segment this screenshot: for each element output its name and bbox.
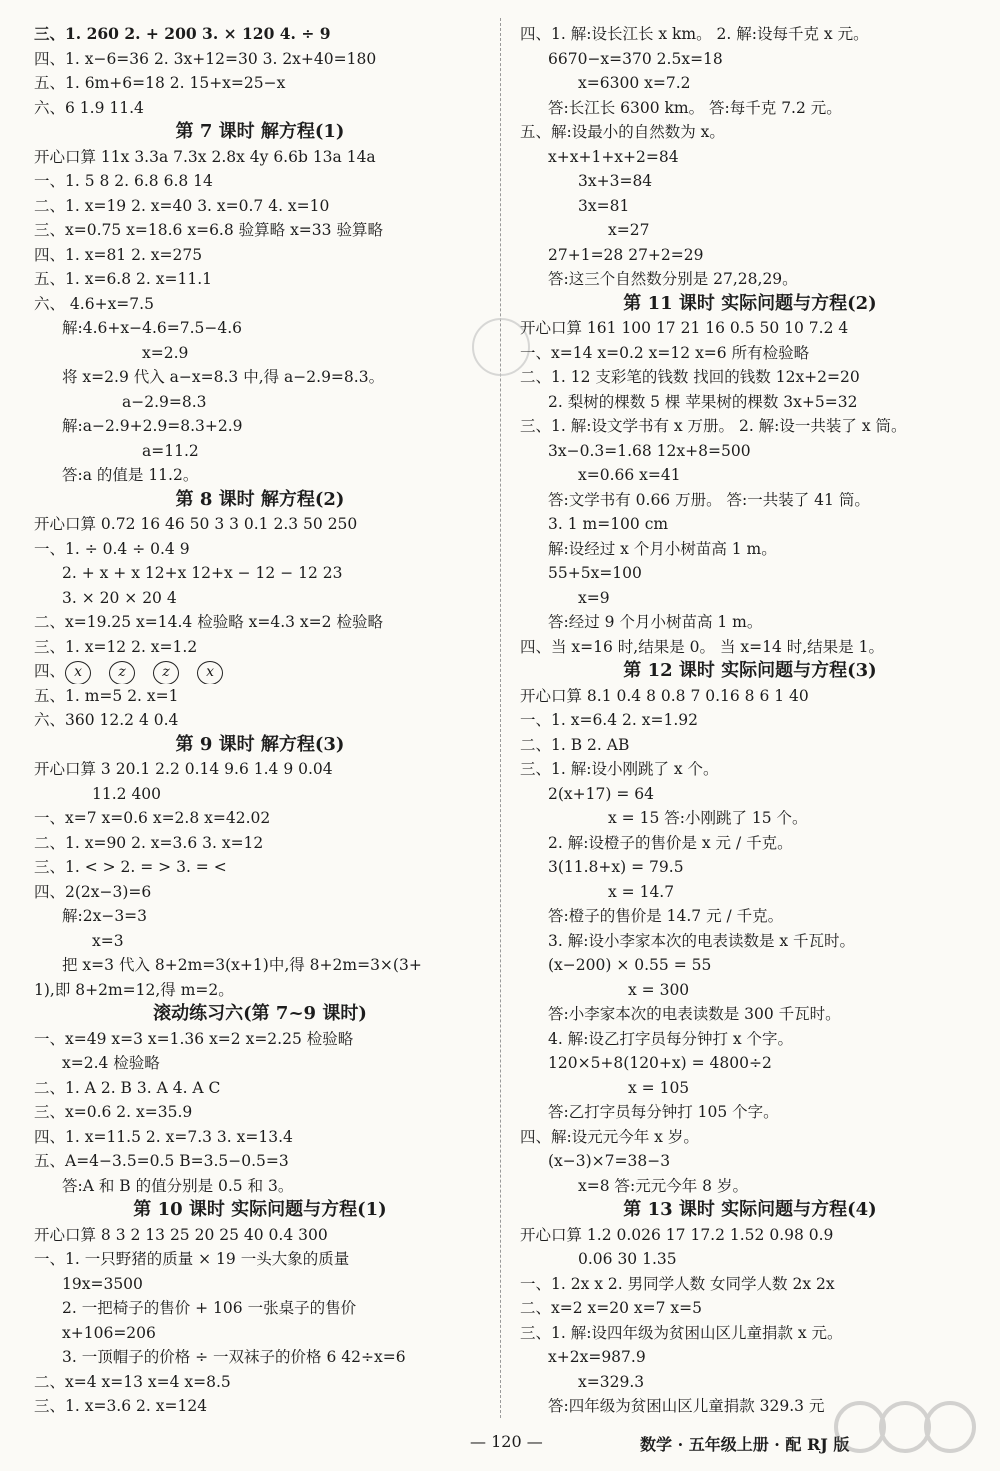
answer-line (34, 561, 486, 586)
answer-text: x=3 (92, 931, 124, 950)
answer-line (520, 537, 980, 562)
answer-text: x=329.3 (578, 1372, 645, 1391)
answer-line (520, 341, 980, 366)
answer-line (520, 782, 980, 807)
answer-line (34, 1027, 486, 1052)
answer-line (520, 929, 980, 954)
answer-text: 三、x=0.75 x=18.6 x=6.8 验算略 x=33 验算略 (34, 221, 383, 239)
answer-line (34, 1247, 486, 1272)
left-column (34, 22, 486, 1419)
answer-text: 三、1. 解:设文学书有 x 万册。 2. 解:设一共装了 x 筒。 (520, 417, 907, 435)
answer-text: 2. 梨树的棵数 5 棵 苹果树的棵数 3x+5=32 (548, 392, 858, 411)
answer-text: (x−200) × 0.55 = 55 (548, 956, 712, 974)
answer-text: x = 300 (628, 980, 690, 999)
answer-line (520, 145, 980, 170)
answer-text: 开心口算 0.72 16 46 50 3 3 0.1 2.3 50 250 (34, 515, 358, 533)
page-number: — 120 — (470, 1432, 543, 1451)
answer-text: 3. 解:设小李家本次的电表读数是 x 千瓦时。 (548, 931, 856, 950)
answer-line (34, 267, 486, 292)
answer-line (34, 904, 486, 929)
answer-text: x = 105 (628, 1078, 690, 1097)
answer-text: 三、1. x=3.6 2. x=124 (34, 1397, 208, 1415)
answer-text: 答:这三个自然数分别是 27,28,29。 (548, 270, 798, 288)
answer-line (520, 1247, 980, 1272)
answer-text: 6670−x=370 2.5x=18 (548, 49, 723, 68)
answer-line (520, 390, 980, 415)
answer-text: 0.06 30 1.35 (578, 1250, 677, 1268)
answer-line (34, 1272, 486, 1297)
answer-text: 四、1. x=11.5 2. x=7.3 3. x=13.4 (34, 1127, 293, 1146)
answer-text: 四、 (34, 662, 66, 680)
answer-text: x+106=206 (62, 1323, 156, 1342)
answer-text: x=8 答:元元今年 8 岁。 (578, 1176, 748, 1195)
answer-line (520, 1321, 980, 1346)
answer-line (34, 414, 486, 439)
answer-text: 4. 解:设乙打字员每分钟打 x 个字。 (548, 1029, 794, 1048)
answer-text: 二、1. B 2. AB (520, 735, 630, 754)
answer-line (520, 953, 980, 978)
answer-line (520, 47, 980, 72)
answer-line (34, 292, 486, 317)
answer-line (520, 561, 980, 586)
answer-text: x+2x=987.9 (548, 1348, 646, 1366)
answer-line (520, 267, 980, 292)
circled-answer: x (65, 661, 91, 684)
answer-text: 第 7 课时 解方程(1) (175, 121, 345, 142)
answer-text: 二、1. x=19 2. x=40 3. x=0.7 4. x=10 (34, 196, 330, 215)
section-heading (34, 488, 486, 513)
answer-line (520, 1272, 980, 1297)
answer-line (520, 635, 980, 660)
answer-line (34, 1223, 486, 1248)
answer-line (520, 1100, 980, 1125)
answer-text: 开心口算 11x 3.3a 7.3x 2.8x 4y 6.6b 13a 14a (34, 147, 376, 166)
answer-line (520, 806, 980, 831)
answer-text: 解:4.6+x−4.6=7.5−4.6 (62, 319, 243, 337)
section-heading (34, 120, 486, 145)
answer-line (520, 1149, 980, 1174)
answer-text: 第 9 课时 解方程(3) (175, 733, 345, 755)
answer-text: 11.2 400 (92, 784, 162, 803)
answer-text: 六、360 12.2 4 0.4 (34, 711, 179, 729)
answer-text: x = 14.7 (608, 882, 675, 901)
answer-text: x=9 (578, 588, 610, 607)
answer-text: 2. 解:设橙子的售价是 x 元 / 千克。 (548, 833, 793, 852)
answer-text: 四、当 x=16 时,结果是 0。 当 x=14 时,结果是 1。 (520, 637, 884, 656)
answer-line (520, 439, 980, 464)
circled-answer: z (153, 661, 179, 684)
answer-text: 五、1. 6m+6=18 2. 15+x=25−x (34, 74, 286, 92)
answer-line (34, 1051, 486, 1076)
answer-text: 3. 一顶帽子的价格 ÷ 一双袜子的价格 6 42÷x=6 (62, 1348, 406, 1366)
answer-line (520, 733, 980, 758)
answer-text: 第 13 课时 实际问题与方程(4) (623, 1199, 877, 1220)
answer-line (34, 684, 486, 709)
answer-line (520, 1345, 980, 1370)
answer-text: 1),即 8+2m=12,得 m=2。 (34, 980, 234, 999)
answer-text: 一、1. x=6.4 2. x=1.92 (520, 711, 698, 729)
answer-line (34, 929, 486, 954)
answer-text: 答:橙子的售价是 14.7 元 / 千克。 (548, 907, 784, 925)
answer-line (34, 831, 486, 856)
section-heading (520, 1198, 980, 1223)
answer-text: 三、1. 解:设小刚跳了 x 个。 (520, 760, 719, 778)
answer-line (520, 610, 980, 635)
answer-line (34, 610, 486, 635)
answer-line (34, 439, 486, 464)
answer-text: a−2.9=8.3 (122, 392, 207, 411)
answer-text: 开心口算 1.2 0.026 17 17.2 1.52 0.98 0.9 (520, 1225, 834, 1244)
answer-line (34, 47, 486, 72)
answer-text: 2. + x + x 12+x 12+x − 12 − 12 23 (62, 564, 343, 582)
answer-text: 3x+3=84 (578, 172, 653, 190)
answer-text: 答:经过 9 个月小树苗高 1 m。 (548, 613, 763, 631)
answer-text: 一、1. 5 8 2. 6.8 6.8 14 (34, 172, 213, 190)
answer-text: 答:A 和 B 的值分别是 0.5 和 3。 (62, 1176, 294, 1195)
answer-text: x=2.9 (142, 343, 189, 362)
answer-text: 五、1. m=5 2. x=1 (34, 686, 179, 705)
answer-line (34, 463, 486, 488)
answer-line (520, 1027, 980, 1052)
answer-line (520, 1076, 980, 1101)
answer-text: 三、1. < > 2. = > 3. = < (34, 858, 227, 876)
section-heading (34, 1198, 486, 1223)
answer-text: 一、1. 一只野猪的质量 × 19 一头大象的质量 (34, 1250, 350, 1268)
answer-text: 答:四年级为贫困山区儿童捐款 329.3 元 (548, 1397, 825, 1415)
answer-line (520, 22, 980, 47)
answer-text: 第 10 课时 实际问题与方程(1) (133, 1199, 387, 1220)
answer-text: x=6300 x=7.2 (578, 74, 691, 92)
answer-text: 四、2(2x−3)=6 (34, 882, 152, 901)
answer-line (520, 194, 980, 219)
answer-text: 一、1. ÷ 0.4 ÷ 0.4 9 (34, 539, 190, 558)
answer-text: 120×5+8(120+x) = 4800÷2 (548, 1054, 772, 1072)
answer-line (520, 169, 980, 194)
answer-text: 答:小李家本次的电表读数是 300 千瓦时。 (548, 1005, 841, 1023)
answer-text: 3. 1 m=100 cm (548, 515, 669, 533)
answer-text: 答:长江长 6300 km。 答:每千克 7.2 元。 (548, 98, 842, 117)
answer-text: 答:a 的值是 11.2。 (62, 466, 199, 484)
answer-text: 开心口算 3 20.1 2.2 0.14 9.6 1.4 9 0.04 (34, 760, 333, 778)
answer-text: 四、1. x=81 2. x=275 (34, 245, 203, 264)
answer-text: 开心口算 8.1 0.4 8 0.8 7 0.16 8 6 1 40 (520, 686, 809, 705)
answer-line (34, 586, 486, 611)
answer-text: 55+5x=100 (548, 564, 642, 582)
answer-line (34, 169, 486, 194)
answer-line (520, 243, 980, 268)
section-heading (520, 659, 980, 684)
answer-line (34, 145, 486, 170)
answer-line (34, 1345, 486, 1370)
answer-text: 3(11.8+x) = 79.5 (548, 858, 684, 876)
answer-text: 五、解:设最小的自然数为 x。 (520, 123, 725, 141)
answer-text: x=2.4 检验略 (62, 1054, 160, 1072)
answer-text: 五、A=4−3.5=0.5 B=3.5−0.5=3 (34, 1152, 289, 1170)
answer-line (34, 880, 486, 905)
answer-line (34, 635, 486, 660)
answer-text: 四、1. x−6=36 2. 3x+12=30 3. 2x+40=180 (34, 49, 377, 68)
answer-line (34, 243, 486, 268)
answer-line (520, 757, 980, 782)
answer-text: 六、6 1.9 11.4 (34, 98, 144, 117)
answer-line (34, 1296, 486, 1321)
answer-line (34, 659, 486, 684)
answer-line (520, 96, 980, 121)
answer-text: 第 8 课时 解方程(2) (175, 488, 345, 510)
answer-line (34, 341, 486, 366)
answer-line (34, 757, 486, 782)
answer-text: 19x=3500 (62, 1274, 143, 1293)
answer-line (34, 978, 486, 1003)
right-column (520, 22, 980, 1419)
answer-line (34, 194, 486, 219)
answer-text: 三、1. 260 2. + 200 3. × 120 4. ÷ 9 (34, 24, 331, 43)
answer-line (34, 512, 486, 537)
answer-line (34, 953, 486, 978)
column-divider (500, 18, 501, 1418)
answer-line (34, 1370, 486, 1395)
answer-line (34, 537, 486, 562)
answer-line (34, 365, 486, 390)
answer-text: 27+1=28 27+2=29 (548, 245, 704, 264)
answer-text: 一、x=7 x=0.6 x=2.8 x=42.02 (34, 809, 271, 827)
answer-line (520, 978, 980, 1003)
answer-text: 二、x=19.25 x=14.4 检验略 x=4.3 x=2 检验略 (34, 613, 383, 631)
answer-text: 答:文学书有 0.66 万册。 答:一共装了 41 筒。 (548, 490, 870, 509)
answer-line (34, 1149, 486, 1174)
answer-text: 解:设经过 x 个月小树苗高 1 m。 (548, 539, 777, 558)
answer-line (520, 708, 980, 733)
answer-line (520, 1002, 980, 1027)
answer-line (520, 586, 980, 611)
answer-line (34, 1100, 486, 1125)
answer-text: x = 15 答:小刚跳了 15 个。 (608, 809, 808, 827)
answer-line (520, 1051, 980, 1076)
answer-line (520, 880, 980, 905)
answer-text: 三、1. x=12 2. x=1.2 (34, 637, 198, 656)
answer-line (34, 22, 486, 47)
circled-answer: x (197, 661, 223, 684)
answer-line (520, 1223, 980, 1248)
answer-text: 解:2x−3=3 (62, 907, 148, 925)
answer-line (34, 1174, 486, 1199)
answer-line (520, 684, 980, 709)
answer-text: 三、1. 解:设四年级为贫困山区儿童捐款 x 元。 (520, 1323, 843, 1342)
answer-line (34, 71, 486, 96)
answer-line (34, 708, 486, 733)
answer-text: 开心口算 161 100 17 21 16 0.5 50 10 7.2 4 (520, 319, 849, 337)
answer-text: (x−3)×7=38−3 (548, 1152, 671, 1170)
answer-text: 答:乙打字员每分钟打 105 个字。 (548, 1103, 779, 1121)
answer-line (34, 1394, 486, 1419)
answer-line (520, 512, 980, 537)
book-subject-label: 数学 · 五年级上册 · 配 RJ 版 (640, 1435, 850, 1454)
section-heading (34, 733, 486, 758)
answer-text: 3. × 20 × 20 4 (62, 588, 177, 607)
answer-line (34, 96, 486, 121)
answer-line (520, 120, 980, 145)
answer-line (520, 316, 980, 341)
answer-line (520, 488, 980, 513)
answer-text: 一、1. 2x x 2. 男同学人数 女同学人数 2x 2x (520, 1274, 835, 1293)
answer-text: 一、x=14 x=0.2 x=12 x=6 所有检验略 (520, 343, 810, 362)
answer-line (34, 1321, 486, 1346)
answer-line (520, 904, 980, 929)
answer-line (520, 831, 980, 856)
answer-line (34, 782, 486, 807)
answer-line (520, 1125, 980, 1150)
answer-text: x=27 (608, 221, 650, 239)
answer-text: 二、1. 12 支彩笔的钱数 找回的钱数 12x+2=20 (520, 368, 860, 386)
answer-text: 2. 一把椅子的售价 + 106 一张桌子的售价 (62, 1299, 357, 1317)
answer-text: 五、1. x=6.8 2. x=11.1 (34, 270, 212, 288)
answer-text: 第 12 课时 实际问题与方程(3) (623, 660, 877, 681)
circled-answer: z (109, 661, 135, 684)
answer-text: 开心口算 8 3 2 13 25 20 25 40 0.4 300 (34, 1225, 328, 1244)
answer-line (520, 463, 980, 488)
answer-line (34, 806, 486, 831)
answer-text: 六、 4.6+x=7.5 (34, 294, 154, 313)
answer-text: 二、1. x=90 2. x=3.6 3. x=12 (34, 833, 264, 852)
answer-text: 把 x=3 代入 8+2m=3(x+1)中,得 8+2m=3×(3+ (62, 956, 422, 974)
watermark-logo (830, 1392, 980, 1462)
answer-line (34, 218, 486, 243)
answer-line (520, 855, 980, 880)
answer-line (520, 71, 980, 96)
answer-line (34, 390, 486, 415)
answer-text: 二、x=2 x=20 x=7 x=5 (520, 1299, 703, 1317)
answer-line (520, 1370, 980, 1395)
answer-text: 二、x=4 x=13 x=4 x=8.5 (34, 1372, 231, 1391)
answer-line (520, 218, 980, 243)
answer-text: 二、1. A 2. B 3. A 4. A C (34, 1078, 221, 1097)
answer-text: 四、解:设元元今年 x 岁。 (520, 1127, 699, 1146)
answer-line (34, 1125, 486, 1150)
answer-line (34, 1076, 486, 1101)
answer-text: 四、1. 解:设长江长 x km。 2. 解:设每千克 x 元。 (520, 25, 869, 43)
answer-line (520, 1174, 980, 1199)
answer-line (34, 316, 486, 341)
answer-text: 解:a−2.9+2.9=8.3+2.9 (62, 417, 243, 435)
answer-text: 三、x=0.6 2. x=35.9 (34, 1103, 193, 1121)
answer-text: a=11.2 (142, 441, 199, 460)
answer-text: 一、x=49 x=3 x=1.36 x=2 x=2.25 检验略 (34, 1029, 354, 1048)
answer-text: 2(x+17) = 64 (548, 784, 654, 803)
answer-text: x=0.66 x=41 (578, 466, 681, 484)
answer-text: 3x−0.3=1.68 12x+8=500 (548, 441, 751, 460)
answer-line (520, 365, 980, 390)
section-heading (520, 292, 980, 317)
answer-text: x+x+1+x+2=84 (548, 147, 679, 166)
answer-line (520, 414, 980, 439)
answer-line (520, 1296, 980, 1321)
answer-text: 3x=81 (578, 196, 630, 215)
section-heading (34, 1002, 486, 1027)
answer-text: 将 x=2.9 代入 a−x=8.3 中,得 a−2.9=8.3。 (62, 368, 385, 386)
answer-text: 第 11 课时 实际问题与方程(2) (623, 292, 877, 314)
answer-text: 滚动练习六(第 7~9 课时) (153, 1003, 367, 1024)
answer-line (34, 855, 486, 880)
